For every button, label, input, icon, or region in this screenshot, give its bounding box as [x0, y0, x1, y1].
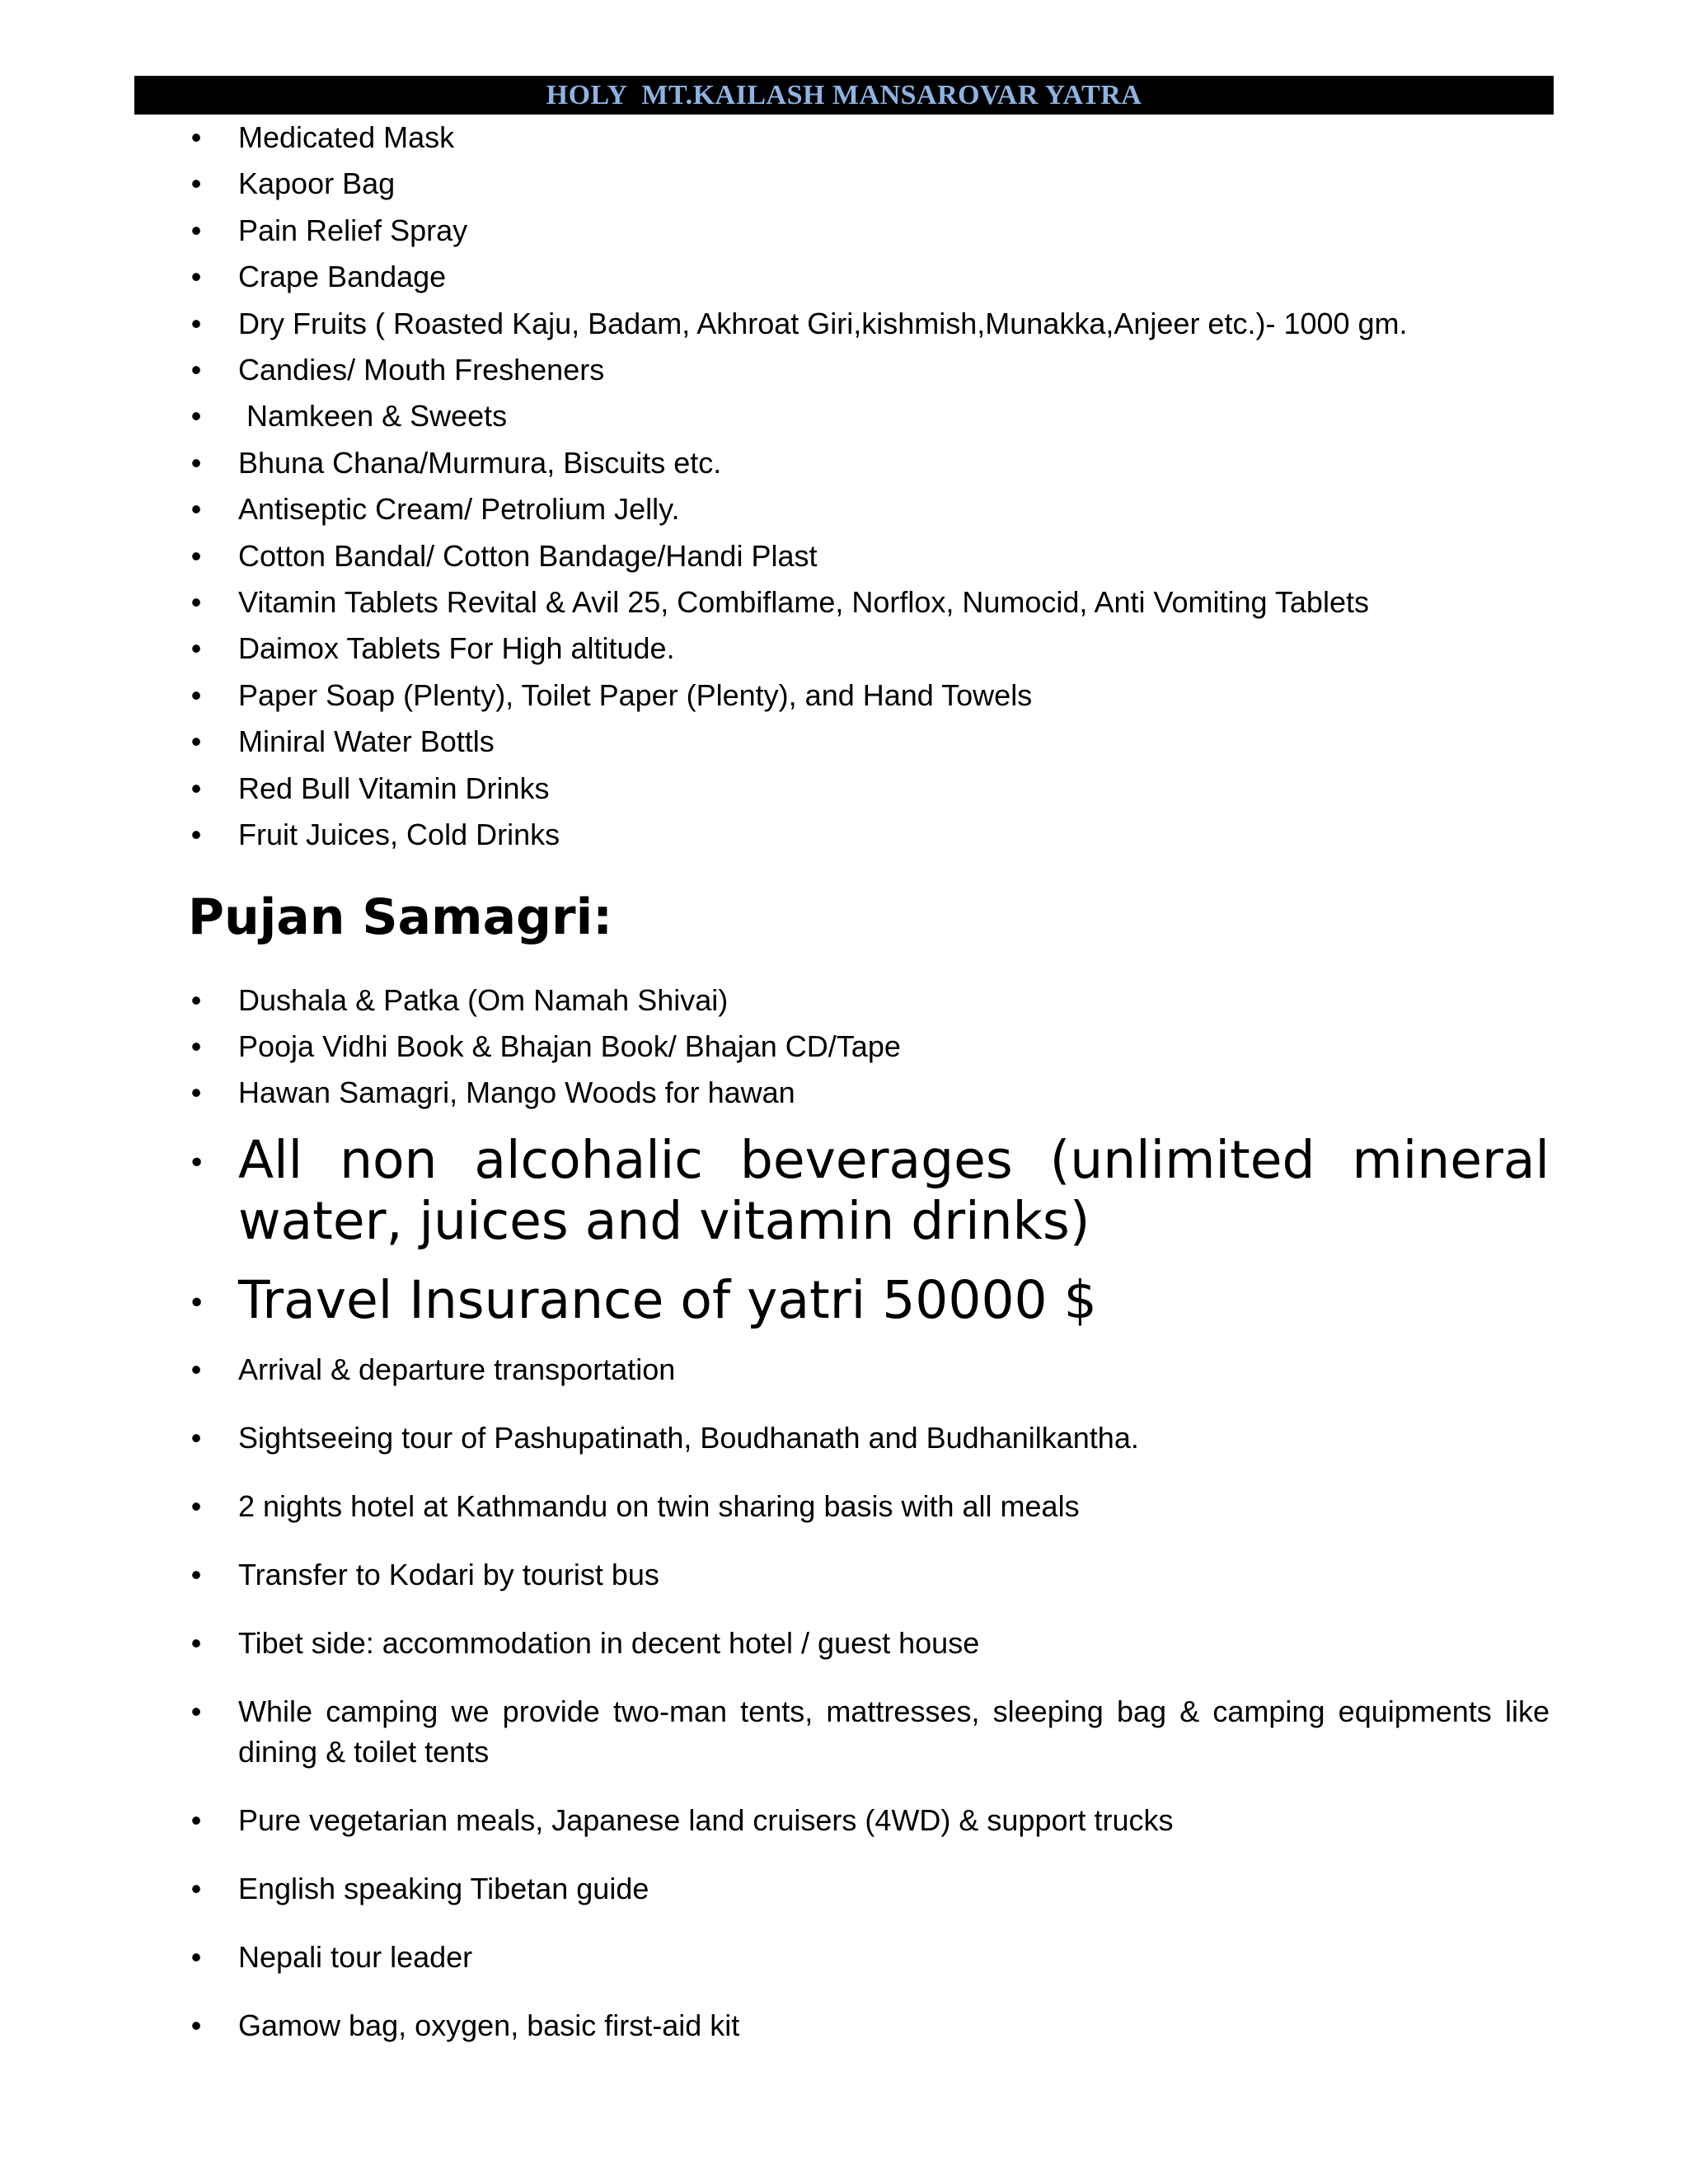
list-item: • Gamow bag, oxygen, basic first-aid kit — [188, 2005, 1550, 2046]
list-item: • Kapoor Bag — [188, 161, 1550, 207]
document-body — [188, 115, 1567, 2074]
bullet-icon: • — [190, 1029, 202, 1063]
bullet-icon: • — [190, 585, 202, 620]
bullet-icon: • — [188, 1146, 206, 1180]
list-item: • Hawan Samagri, Mango Woods for hawan — [188, 1070, 1550, 1116]
list-item: • Namkeen & Sweets — [188, 393, 1550, 439]
highlights-list — [188, 1129, 1567, 1331]
bullet-icon: • — [190, 1420, 202, 1455]
bullet-icon: • — [190, 260, 202, 294]
bullet-icon: • — [190, 724, 202, 759]
bullet-icon: • — [190, 306, 202, 340]
list-item: • Travel Insurance of yatri 50000 $ — [188, 1270, 1550, 1331]
list-item: • Tibet side: accommodation in decent hotel / guest house — [188, 1623, 1550, 1663]
bullet-icon: • — [190, 213, 202, 247]
list-item: • Crape Bandage — [188, 254, 1550, 300]
bullet-icon: • — [190, 771, 202, 805]
bullet-icon: • — [190, 1076, 202, 1110]
list-item: • Bhuna Chana/Murmura, Biscuits etc. — [188, 440, 1550, 486]
list-item: • Paper Soap (Plenty), Toilet Paper (Plenty), and Hand Towels — [188, 673, 1550, 719]
bullet-icon: • — [190, 982, 202, 1017]
supplies-list — [188, 115, 1550, 859]
list-item: • Fruit Juices, Cold Drinks — [188, 812, 1550, 858]
list-item: • 2 nights hotel at Kathmandu on twin sharing basis with all meals — [188, 1486, 1550, 1526]
page-header-bar — [134, 76, 1554, 115]
list-item: • Dushala & Patka (Om Namah Shivai) — [188, 977, 1550, 1024]
bullet-icon: • — [190, 445, 202, 480]
bullet-icon: • — [188, 1286, 206, 1320]
list-item: • Dry Fruits ( Roasted Kaju, Badam, Akhroat Giri,kishmish,Munakka,Anjeer etc.)- 1000 gm. — [188, 301, 1550, 347]
list-item: • Nepali tour leader — [188, 1937, 1550, 1977]
list-item: • Red Bull Vitamin Drinks — [188, 766, 1550, 812]
list-item: • Vitamin Tablets Revital & Avil 25, Combiflame, Norflox, Numocid, Anti Vomiting Tablets — [188, 579, 1550, 626]
bullet-icon: • — [190, 631, 202, 666]
bullet-icon: • — [190, 399, 202, 434]
bullet-icon: • — [190, 1694, 202, 1728]
bullet-icon: • — [190, 1625, 202, 1660]
bullet-icon: • — [190, 120, 202, 154]
list-item: • Cotton Bandal/ Cotton Bandage/Handi Plast — [188, 533, 1550, 579]
list-item: • All non alcohalic beverages (unlimited mineral water, juices and vitamin drinks) — [188, 1129, 1567, 1251]
list-item: • English speaking Tibetan guide — [188, 1868, 1550, 1909]
list-item: • Pain Relief Spray — [188, 208, 1550, 254]
bullet-icon: • — [190, 1939, 202, 1974]
bullet-icon: • — [190, 677, 202, 712]
inclusions-list — [188, 1349, 1559, 2046]
bullet-icon: • — [190, 1557, 202, 1591]
bullet-icon: • — [190, 1802, 202, 1837]
bullet-icon: • — [190, 1352, 202, 1386]
list-item: • Pooja Vidhi Book & Bhajan Book/ Bhajan CD/Tape — [188, 1024, 1550, 1070]
list-item: • Antiseptic Cream/ Petrolium Jelly. — [188, 486, 1550, 532]
bullet-icon: • — [190, 492, 202, 527]
list-item: • Pure vegetarian meals, Japanese land cruisers (4WD) & support trucks — [188, 1800, 1550, 1840]
list-item: • While camping we provide two-man tents, mattresses, sleeping bag & camping equipments like dining & toilet tents — [188, 1691, 1550, 1772]
list-item: • Sightseeing tour of Pashupatinath, Boudhanath and Budhanilkantha. — [188, 1418, 1550, 1458]
page-header-title: HOLY MT.KAILASH MANSAROVAR YATRA — [546, 80, 1142, 110]
bullet-icon: • — [190, 1488, 202, 1523]
list-item: • Medicated Mask — [188, 115, 1550, 161]
bullet-icon: • — [190, 1871, 202, 1905]
bullet-icon: • — [190, 2008, 202, 2042]
bullet-icon: • — [190, 353, 202, 387]
pujan-samagri-list — [188, 977, 1550, 1117]
list-item: • Candies/ Mouth Fresheners — [188, 347, 1550, 393]
section-heading-pujan-samagri: Pujan Samagri: — [188, 888, 613, 946]
list-item: • Daimox Tablets For High altitude. — [188, 626, 1550, 672]
list-item: • Arrival & departure transportation — [188, 1349, 1550, 1390]
bullet-icon: • — [190, 818, 202, 852]
bullet-icon: • — [190, 538, 202, 573]
list-item: • Transfer to Kodari by tourist bus — [188, 1554, 1550, 1595]
bullet-icon: • — [190, 166, 202, 201]
list-item: • Miniral Water Bottls — [188, 719, 1550, 765]
